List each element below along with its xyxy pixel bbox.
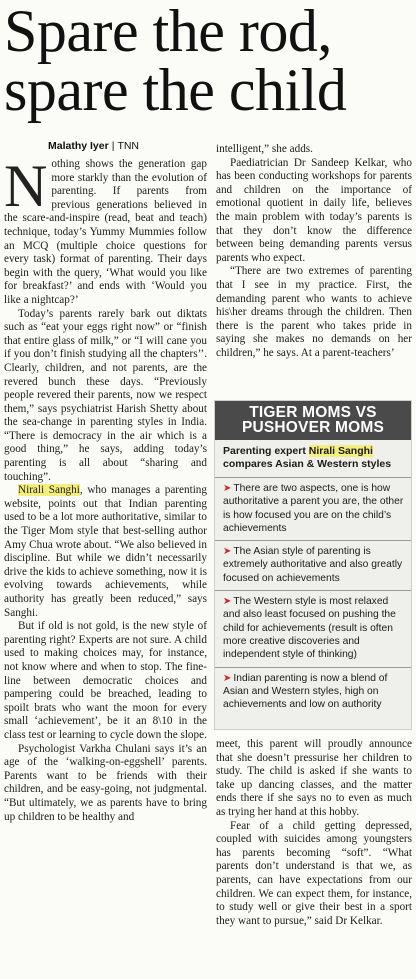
byline-separator: | — [111, 140, 115, 152]
sidebar-title-line-1: TIGER MOMS VS — [249, 404, 377, 421]
highlighted-name: Nirali Sanghi — [308, 445, 373, 457]
sidebar-intro-prefix: Parenting expert — [223, 445, 309, 457]
sidebar-title — [215, 401, 411, 440]
paragraph-text: othing shows the generation gap more starkly than the evolution of parenting. If parents from previous generations believed in the scare-and-inspire (read, beat and teach) technique, today’s Yummy Mummies follow an MCQ (multiple choice questions for every task) format of parenting. Their days begin with the query, ‘What would you like for breakfast?’ and ends with ‘Would you like a nightcap?’ — [4, 158, 207, 306]
byline — [48, 140, 139, 152]
sidebar-point-text: Indian parenting is now a blend of Asian and Western styles, high on achievements and low on authority — [223, 672, 388, 711]
arrow-icon: ➤ — [223, 483, 232, 494]
sidebar-title-line-2: PUSHOVER MOMS — [241, 419, 385, 436]
byline-agency: TNN — [117, 140, 140, 152]
headline-line-2: spare the child — [4, 57, 347, 123]
article-paragraph-9: meet, this parent will proudly announce that she doesn’t pressurise her children to study. The child is asked if she wants to take up dancing classes, and the matter ends there if she says no to even as much as trying her hand at this hobby. — [216, 738, 412, 818]
arrow-icon: ➤ — [223, 672, 232, 684]
article-column-right-top — [216, 143, 412, 361]
headline-line-1: Spare the rod, — [4, 0, 332, 64]
sidebar-intro — [215, 440, 411, 478]
headline — [4, 0, 414, 123]
article-paragraph-6: intelligent,” she adds. — [216, 143, 313, 155]
sidebar-point — [215, 478, 411, 541]
paragraph-text: , who manages a parenting website, points out that Indian parenting used to be a lot more authoritative, similar to the Tiger Mom style that best-selling author Amy Chua wrote about. “We also believed in discipline. But while we didn’t necessarily drive the kids to achieve something, now it is evolving towards achievements, while authority has greatly been reduced,” says Sanghi. — [4, 484, 207, 619]
article-paragraph-3 — [4, 484, 207, 620]
sidebar-point-text: The Western style is most relaxed and also least focused on pushing the child for achievements (result is often more creative discoveries and independent style of thinking) — [223, 596, 396, 661]
article-paragraph-4: But if old is not gold, is the new style of parenting right? Experts are not sure. A child used to making choices may, for instance, not know where and when to stop. The fine-line between democratic choices and pampering could be breached, leading to spoilt brats who want the moon for every small ‘achievement’, be it an 8\10 in the class test or learning to cycle down the slope. — [4, 620, 207, 741]
sidebar-intro-suffix: compares Asian & Western styles — [223, 458, 392, 470]
arrow-icon: ➤ — [223, 546, 232, 558]
article-paragraph-7: Paediatrician Dr Sandeep Kelkar, who has been conducting workshops for parents and children on the importance of emotional quotient in daily life, believes the main problem with today’s parents is that they don’t know the difference between being demanding parents versus parents who expect. — [216, 156, 412, 264]
sidebar-box — [214, 400, 412, 730]
article-paragraph-1 — [4, 153, 207, 308]
sidebar-point-text: There are two aspects, one is how authoritative a parent you are, the other is how focused you are on the child’s achievements — [223, 483, 404, 534]
highlighted-name: Nirali Sanghi — [18, 484, 80, 497]
drop-cap: N — [4, 153, 48, 219]
article-column-right-bottom — [216, 738, 412, 928]
article-paragraph-2: Today’s parents rarely bark out diktats such as “eat your eggs right now” or “finish that entire glass of milk,” or “I will cane you if you don’t finish studying all the chapters’’. Clearly, children, and not parents, are the revered bunch these days. “Previously people revered their parents, now we respect them,” says psychiatrist Harish Shetty about the sea-change in parenting styles in India. “There is democracy in the air which is a good thing,” he says, adding today’s parenting is all about “sharing and touching”. — [4, 307, 207, 483]
article-column-left — [4, 153, 207, 824]
sidebar-point — [215, 541, 411, 591]
sidebar-point — [215, 668, 411, 717]
article-paragraph-10: Fear of a child getting depressed, coupled with suicides among youngsters has parents becoming “soft”. “What parents don’t understand is that we, as parents, can have expectations from our children. We can expect them, for instance, to study well or give their best in a sport they want to pursue,” said Dr Kelkar. — [216, 819, 412, 927]
sidebar-point — [215, 591, 411, 667]
byline-author: Malathy Iyer — [48, 140, 109, 152]
article-paragraph-5: Psychologist Varkha Chulani says it’s an age of the ‘walking-on-eggshell’ parents. Parents want to be friends with their children, and be easy-going, not judgmental. “But ultimately, we as parents have to bring up children to be healthy and — [4, 742, 207, 823]
arrow-icon: ➤ — [223, 596, 232, 608]
article-paragraph-8: “There are two extremes of parenting that I see in my practice. First, the demanding parent who wants to achieve his\her dreams through the children. Then there is the parent who takes pride in saying she makes no demands on her children,” he says. At a parent-teachers’ — [216, 265, 412, 359]
sidebar-point-text: The Asian style of parenting is extremely authoritative and also greatly focused on achievements — [223, 546, 403, 584]
